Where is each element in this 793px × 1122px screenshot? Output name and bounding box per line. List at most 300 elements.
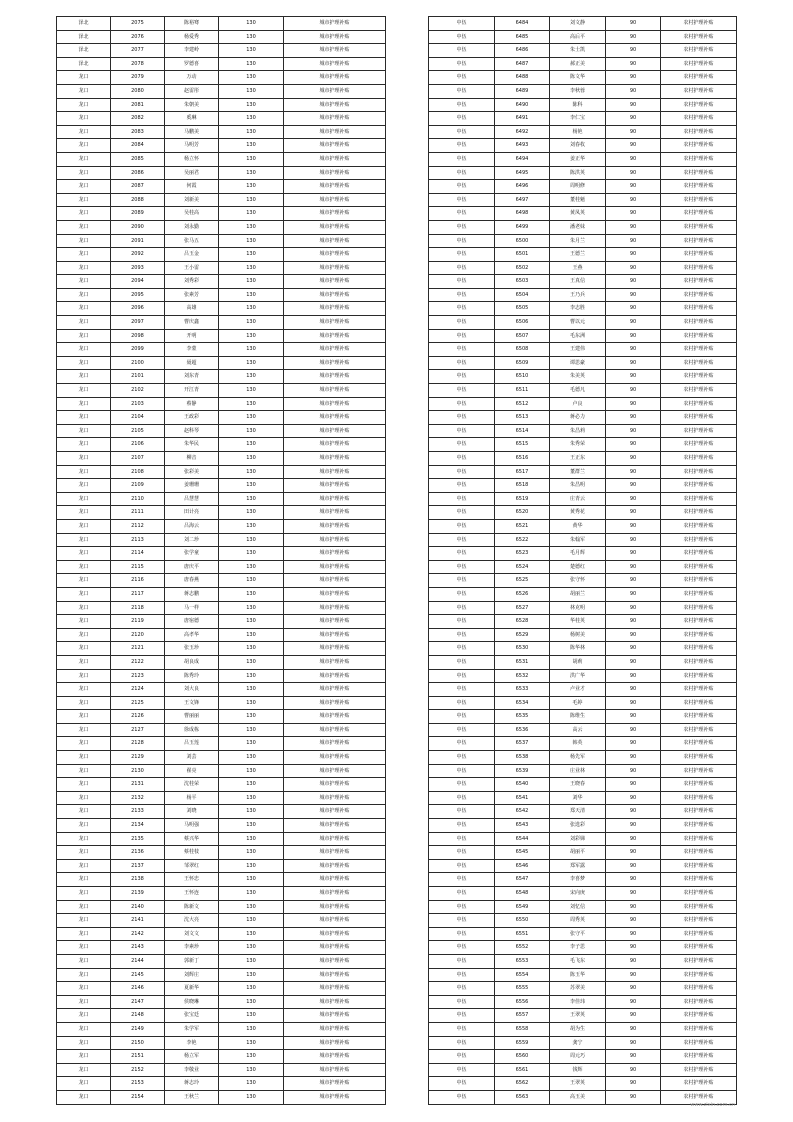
table-cell: 2110 bbox=[111, 492, 165, 506]
table-cell: 中伍 bbox=[429, 859, 495, 873]
table-cell: 90 bbox=[606, 683, 661, 697]
table-cell: 农村护理补贴 bbox=[661, 954, 737, 968]
table-cell: 农村护理补贴 bbox=[661, 465, 737, 479]
table-cell: 2090 bbox=[111, 220, 165, 234]
table-cell: 中伍 bbox=[429, 44, 495, 58]
table-cell: 90 bbox=[606, 1090, 661, 1104]
table-cell: 中伍 bbox=[429, 71, 495, 85]
table-cell: 龙口 bbox=[57, 873, 111, 887]
table-cell: 龙口 bbox=[57, 1063, 111, 1077]
table-cell: 130 bbox=[219, 152, 284, 166]
table-cell: 龙口 bbox=[57, 846, 111, 860]
table-cell: 姜珊珊 bbox=[165, 479, 219, 493]
table-cell: 杨爱秀 bbox=[165, 30, 219, 44]
table-cell: 李蒙 bbox=[165, 343, 219, 357]
table-cell: 城市护理补贴 bbox=[284, 900, 386, 914]
table-cell: 城市护理补贴 bbox=[284, 723, 386, 737]
table-row bbox=[429, 669, 737, 683]
table-cell: 2093 bbox=[111, 261, 165, 275]
table-cell: 城市护理补贴 bbox=[284, 1063, 386, 1077]
table-cell: 农村护理补贴 bbox=[661, 316, 737, 330]
table-cell: 农村护理补贴 bbox=[661, 995, 737, 1009]
table-cell: 城市护理补贴 bbox=[284, 873, 386, 887]
table-cell: 龙口 bbox=[57, 506, 111, 520]
table-cell: 王建伟 bbox=[550, 343, 606, 357]
table-cell: 庄青云 bbox=[550, 492, 606, 506]
table-cell: 2129 bbox=[111, 751, 165, 765]
table-cell: 中伍 bbox=[429, 832, 495, 846]
table-cell: 城市护理补贴 bbox=[284, 669, 386, 683]
table-cell: 城市护理补贴 bbox=[284, 343, 386, 357]
table-cell: 农村护理补贴 bbox=[661, 438, 737, 452]
table-cell: 韩英 bbox=[550, 737, 606, 751]
table-cell: 130 bbox=[219, 125, 284, 139]
table-cell: 城市护理补贴 bbox=[284, 193, 386, 207]
table-cell: 2084 bbox=[111, 139, 165, 153]
table-cell: 90 bbox=[606, 452, 661, 466]
table-cell: 农村护理补贴 bbox=[661, 370, 737, 384]
table-cell: 中伍 bbox=[429, 642, 495, 656]
table-cell: 城市护理补贴 bbox=[284, 574, 386, 588]
table-row bbox=[57, 30, 386, 44]
table-cell: 龙口 bbox=[57, 492, 111, 506]
table-cell: 90 bbox=[606, 98, 661, 112]
table-cell: 毛德凡 bbox=[550, 384, 606, 398]
table-cell: 龙口 bbox=[57, 234, 111, 248]
table-row bbox=[57, 1063, 386, 1077]
table-cell: 朱月兰 bbox=[550, 234, 606, 248]
table-cell: 中伍 bbox=[429, 1063, 495, 1077]
table-row bbox=[429, 1063, 737, 1077]
table-cell: 龙口 bbox=[57, 302, 111, 316]
table-cell: 中伍 bbox=[429, 234, 495, 248]
table-cell: 中伍 bbox=[429, 533, 495, 547]
table-cell: 90 bbox=[606, 696, 661, 710]
table-cell: 农村护理补贴 bbox=[661, 751, 737, 765]
table-cell: 130 bbox=[219, 914, 284, 928]
table-cell: 农村护理补贴 bbox=[661, 479, 737, 493]
table-row bbox=[429, 995, 737, 1009]
table-cell: 130 bbox=[219, 234, 284, 248]
table-cell: 2098 bbox=[111, 329, 165, 343]
table-cell: 开江青 bbox=[165, 384, 219, 398]
table-cell: 唐宿德 bbox=[165, 615, 219, 629]
table-row bbox=[429, 17, 737, 31]
table-cell: 2088 bbox=[111, 193, 165, 207]
table-cell: 6517 bbox=[495, 465, 550, 479]
table-cell: 6490 bbox=[495, 98, 550, 112]
table-cell: 王晓春 bbox=[550, 778, 606, 792]
table-cell: 中伍 bbox=[429, 438, 495, 452]
table-cell: 中伍 bbox=[429, 84, 495, 98]
table-cell: 城市护理补贴 bbox=[284, 411, 386, 425]
table-cell: 90 bbox=[606, 941, 661, 955]
table-cell: 130 bbox=[219, 574, 284, 588]
table-cell: 中伍 bbox=[429, 791, 495, 805]
table-cell: 中伍 bbox=[429, 982, 495, 996]
table-cell: 农村护理补贴 bbox=[661, 275, 737, 289]
table-cell: 130 bbox=[219, 859, 284, 873]
table-cell: 6538 bbox=[495, 751, 550, 765]
table-cell: 中伍 bbox=[429, 655, 495, 669]
table-cell: 农村护理补贴 bbox=[661, 560, 737, 574]
table-cell: 蒋志玲 bbox=[165, 1077, 219, 1091]
table-cell: 泽北 bbox=[57, 57, 111, 71]
table-cell: 龙口 bbox=[57, 112, 111, 126]
table-cell: 6519 bbox=[495, 492, 550, 506]
table-cell: 城市护理补贴 bbox=[284, 560, 386, 574]
table-cell: 胡良成 bbox=[165, 655, 219, 669]
table-cell: 胡丽兰 bbox=[550, 587, 606, 601]
table-cell: 农村护理补贴 bbox=[661, 927, 737, 941]
table-cell: 90 bbox=[606, 574, 661, 588]
table-cell: 城市护理补贴 bbox=[284, 642, 386, 656]
table-cell: 中伍 bbox=[429, 492, 495, 506]
table-cell: 130 bbox=[219, 601, 284, 615]
table-cell: 城市护理补贴 bbox=[284, 927, 386, 941]
table-cell: 马一样 bbox=[165, 601, 219, 615]
table-row bbox=[57, 424, 386, 438]
table-cell: 130 bbox=[219, 846, 284, 860]
table-cell: 翟亮 bbox=[165, 764, 219, 778]
table-row bbox=[57, 873, 386, 887]
table-cell: 李建岭 bbox=[165, 44, 219, 58]
table-row bbox=[429, 533, 737, 547]
table-cell: 农村护理补贴 bbox=[661, 424, 737, 438]
table-cell: 城市护理补贴 bbox=[284, 696, 386, 710]
table-row bbox=[429, 832, 737, 846]
table-cell: 刘东青 bbox=[165, 370, 219, 384]
table-cell: 朱昌莉 bbox=[550, 424, 606, 438]
table-cell: 农村护理补贴 bbox=[661, 655, 737, 669]
table-cell: 吕慧慧 bbox=[165, 492, 219, 506]
table-cell: 6498 bbox=[495, 207, 550, 221]
table-cell: 龙口 bbox=[57, 1050, 111, 1064]
table-cell: 6523 bbox=[495, 547, 550, 561]
table-cell: 90 bbox=[606, 125, 661, 139]
table-cell: 农村护理补贴 bbox=[661, 98, 737, 112]
table-cell: 龙口 bbox=[57, 166, 111, 180]
table-cell: 龙口 bbox=[57, 1090, 111, 1104]
table-cell: 龙口 bbox=[57, 751, 111, 765]
table-cell: 农村护理补贴 bbox=[661, 220, 737, 234]
table-cell: 130 bbox=[219, 1090, 284, 1104]
table-cell: 6497 bbox=[495, 193, 550, 207]
table-cell: 刘晓 bbox=[165, 805, 219, 819]
table-cell: 龙口 bbox=[57, 683, 111, 697]
table-cell: 6522 bbox=[495, 533, 550, 547]
table-cell: 中伍 bbox=[429, 370, 495, 384]
table-cell: 张马五 bbox=[165, 234, 219, 248]
table-cell: 宋向庚 bbox=[550, 887, 606, 901]
table-cell: 中伍 bbox=[429, 519, 495, 533]
table-cell: 90 bbox=[606, 139, 661, 153]
table-cell: 130 bbox=[219, 819, 284, 833]
table-cell: 6487 bbox=[495, 57, 550, 71]
table-cell: 蔡兴华 bbox=[165, 832, 219, 846]
table-cell: 龙口 bbox=[57, 927, 111, 941]
table-cell: 2120 bbox=[111, 628, 165, 642]
table-row bbox=[429, 751, 737, 765]
table-cell: 中伍 bbox=[429, 1077, 495, 1091]
table-cell: 楚德红 bbox=[550, 560, 606, 574]
table-row bbox=[429, 574, 737, 588]
table-cell: 中伍 bbox=[429, 1050, 495, 1064]
table-cell: 6521 bbox=[495, 519, 550, 533]
table-cell: 郝正美 bbox=[550, 57, 606, 71]
table-cell: 农村护理补贴 bbox=[661, 411, 737, 425]
table-row bbox=[429, 356, 737, 370]
table-cell: 陈华林 bbox=[550, 642, 606, 656]
table-cell: 农村护理补贴 bbox=[661, 669, 737, 683]
table-cell: 6548 bbox=[495, 887, 550, 901]
table-cell: 2138 bbox=[111, 873, 165, 887]
table-cell: 中伍 bbox=[429, 941, 495, 955]
table-cell: 龙口 bbox=[57, 465, 111, 479]
table-cell: 130 bbox=[219, 751, 284, 765]
table-cell: 中伍 bbox=[429, 316, 495, 330]
table-cell: 130 bbox=[219, 44, 284, 58]
table-cell: 2130 bbox=[111, 764, 165, 778]
table-row bbox=[57, 370, 386, 384]
table-cell: 90 bbox=[606, 30, 661, 44]
table-cell: 周元巧 bbox=[550, 1050, 606, 1064]
table-cell: 90 bbox=[606, 859, 661, 873]
table-row bbox=[57, 411, 386, 425]
table-cell: 吕玉莲 bbox=[165, 737, 219, 751]
table-cell: 农村护理补贴 bbox=[661, 57, 737, 71]
table-cell: 130 bbox=[219, 669, 284, 683]
table-cell: 龙口 bbox=[57, 356, 111, 370]
table-cell: 90 bbox=[606, 547, 661, 561]
table-cell: 农村护理补贴 bbox=[661, 180, 737, 194]
table-row bbox=[429, 778, 737, 792]
table-cell: 王正东 bbox=[550, 452, 606, 466]
table-cell: 中伍 bbox=[429, 547, 495, 561]
table-cell: 农村护理补贴 bbox=[661, 1090, 737, 1104]
table-cell: 2146 bbox=[111, 982, 165, 996]
table-cell: 130 bbox=[219, 506, 284, 520]
table-cell: 6508 bbox=[495, 343, 550, 357]
table-cell: 陈文华 bbox=[550, 71, 606, 85]
table-cell: 2144 bbox=[111, 954, 165, 968]
table-row bbox=[57, 1050, 386, 1064]
table-cell: 2108 bbox=[111, 465, 165, 479]
table-cell: 中伍 bbox=[429, 954, 495, 968]
table-row bbox=[429, 628, 737, 642]
table-cell: 城市护理补贴 bbox=[284, 710, 386, 724]
table-cell: 2095 bbox=[111, 288, 165, 302]
table-cell: 130 bbox=[219, 873, 284, 887]
table-row bbox=[57, 723, 386, 737]
table-cell: 奚琳 bbox=[165, 112, 219, 126]
table-cell: 城市护理补贴 bbox=[284, 982, 386, 996]
table-cell: 龙口 bbox=[57, 71, 111, 85]
table-cell: 朱美英 bbox=[550, 370, 606, 384]
table-cell: 龙口 bbox=[57, 343, 111, 357]
table-cell: 王燕 bbox=[550, 261, 606, 275]
table-cell: 中伍 bbox=[429, 710, 495, 724]
table-cell: 城市护理补贴 bbox=[284, 791, 386, 805]
watermark-text: www.zixin.com.cn bbox=[690, 1102, 735, 1108]
table-cell: 龙口 bbox=[57, 859, 111, 873]
table-cell: 2149 bbox=[111, 1022, 165, 1036]
table-cell: 李敬业 bbox=[165, 1063, 219, 1077]
table-cell: 中伍 bbox=[429, 152, 495, 166]
table-row bbox=[57, 710, 386, 724]
table-cell: 李佳玮 bbox=[550, 995, 606, 1009]
table-cell: 90 bbox=[606, 533, 661, 547]
table-cell: 2132 bbox=[111, 791, 165, 805]
table-cell: 龙口 bbox=[57, 791, 111, 805]
table-cell: 何霞 bbox=[165, 180, 219, 194]
table-cell: 农村护理补贴 bbox=[661, 248, 737, 262]
table-cell: 农村护理补贴 bbox=[661, 44, 737, 58]
table-cell: 城市护理补贴 bbox=[284, 384, 386, 398]
table-cell: 6501 bbox=[495, 248, 550, 262]
table-cell: 90 bbox=[606, 805, 661, 819]
table-cell: 中伍 bbox=[429, 615, 495, 629]
table-cell: 王真信 bbox=[550, 275, 606, 289]
table-cell: 龚宁 bbox=[550, 1036, 606, 1050]
table-cell: 6550 bbox=[495, 914, 550, 928]
table-cell: 城市护理补贴 bbox=[284, 954, 386, 968]
table-cell: 吕玉金 bbox=[165, 248, 219, 262]
table-row bbox=[429, 615, 737, 629]
table-cell: 中伍 bbox=[429, 968, 495, 982]
table-row bbox=[57, 805, 386, 819]
table-row bbox=[429, 560, 737, 574]
table-row bbox=[57, 846, 386, 860]
table-cell: 城市护理补贴 bbox=[284, 628, 386, 642]
table-cell: 6533 bbox=[495, 683, 550, 697]
table-cell: 农村护理补贴 bbox=[661, 193, 737, 207]
table-cell: 中伍 bbox=[429, 506, 495, 520]
table-row bbox=[57, 628, 386, 642]
table-cell: 农村护理补贴 bbox=[661, 601, 737, 615]
table-cell: 中伍 bbox=[429, 778, 495, 792]
table-cell: 130 bbox=[219, 791, 284, 805]
table-cell: 6514 bbox=[495, 424, 550, 438]
table-row bbox=[57, 995, 386, 1009]
table-cell: 130 bbox=[219, 995, 284, 1009]
table-cell: 中伍 bbox=[429, 669, 495, 683]
table-cell: 苏翠美 bbox=[550, 982, 606, 996]
table-cell: 90 bbox=[606, 1036, 661, 1050]
table-cell: 农村护理补贴 bbox=[661, 859, 737, 873]
table-cell: 龙口 bbox=[57, 139, 111, 153]
table-row bbox=[429, 438, 737, 452]
table-cell: 邹翠红 bbox=[165, 859, 219, 873]
table-cell: 农村护理补贴 bbox=[661, 1077, 737, 1091]
table-cell: 中伍 bbox=[429, 17, 495, 31]
table-cell: 130 bbox=[219, 968, 284, 982]
table-cell: 130 bbox=[219, 248, 284, 262]
table-row bbox=[57, 547, 386, 561]
table-cell: 2140 bbox=[111, 900, 165, 914]
table-cell: 张玉珍 bbox=[165, 642, 219, 656]
table-cell: 2145 bbox=[111, 968, 165, 982]
table-cell: 中伍 bbox=[429, 302, 495, 316]
table-cell: 中伍 bbox=[429, 452, 495, 466]
table-cell: 龙口 bbox=[57, 914, 111, 928]
table-cell: 农村护理补贴 bbox=[661, 356, 737, 370]
table-row bbox=[57, 533, 386, 547]
table-cell: 城市护理补贴 bbox=[284, 778, 386, 792]
table-cell: 2122 bbox=[111, 655, 165, 669]
table-cell: 90 bbox=[606, 927, 661, 941]
table-cell: 6544 bbox=[495, 832, 550, 846]
table-cell: 农村护理补贴 bbox=[661, 207, 737, 221]
table-cell: 朱朝美 bbox=[165, 98, 219, 112]
table-cell: 城市护理补贴 bbox=[284, 30, 386, 44]
table-cell: 2089 bbox=[111, 207, 165, 221]
table-cell: 130 bbox=[219, 465, 284, 479]
table-cell: 柳音 bbox=[165, 452, 219, 466]
table-cell: 中伍 bbox=[429, 424, 495, 438]
table-row bbox=[429, 954, 737, 968]
table-row bbox=[429, 288, 737, 302]
table-row bbox=[57, 1022, 386, 1036]
table-cell: 90 bbox=[606, 234, 661, 248]
table-cell: 城市护理补贴 bbox=[284, 139, 386, 153]
table-cell: 城市护理补贴 bbox=[284, 519, 386, 533]
table-cell: 农村护理补贴 bbox=[661, 329, 737, 343]
table-cell: 130 bbox=[219, 1022, 284, 1036]
left-table-body bbox=[57, 17, 386, 1105]
table-cell: 6537 bbox=[495, 737, 550, 751]
table-cell: 130 bbox=[219, 1036, 284, 1050]
table-cell: 6562 bbox=[495, 1077, 550, 1091]
table-cell: 2141 bbox=[111, 914, 165, 928]
table-cell: 龙口 bbox=[57, 954, 111, 968]
table-cell: 龙口 bbox=[57, 84, 111, 98]
table-cell: 夏新华 bbox=[165, 982, 219, 996]
table-row bbox=[429, 180, 737, 194]
table-cell: 6539 bbox=[495, 764, 550, 778]
table-cell: 2099 bbox=[111, 343, 165, 357]
table-cell: 中伍 bbox=[429, 125, 495, 139]
table-cell: 城市护理补贴 bbox=[284, 655, 386, 669]
table-cell: 董群兰 bbox=[550, 465, 606, 479]
table-cell: 高云 bbox=[550, 723, 606, 737]
table-cell: 龙口 bbox=[57, 982, 111, 996]
table-cell: 农村护理补贴 bbox=[661, 642, 737, 656]
table-cell: 2114 bbox=[111, 547, 165, 561]
table-cell: 130 bbox=[219, 778, 284, 792]
table-row bbox=[57, 683, 386, 697]
table-cell: 130 bbox=[219, 98, 284, 112]
table-row bbox=[57, 791, 386, 805]
table-cell: 城市护理补贴 bbox=[284, 98, 386, 112]
table-cell: 中伍 bbox=[429, 479, 495, 493]
table-cell: 蒋必力 bbox=[550, 411, 606, 425]
table-cell: 90 bbox=[606, 112, 661, 126]
table-cell: 130 bbox=[219, 683, 284, 697]
table-cell: 张素芳 bbox=[165, 288, 219, 302]
table-cell: 赵雷彤 bbox=[165, 84, 219, 98]
table-row bbox=[429, 112, 737, 126]
table-cell: 龙口 bbox=[57, 601, 111, 615]
table-cell: 龙口 bbox=[57, 316, 111, 330]
table-cell: 城市护理补贴 bbox=[284, 397, 386, 411]
table-cell: 高孝华 bbox=[165, 628, 219, 642]
table-row bbox=[57, 112, 386, 126]
table-cell: 黄秀花 bbox=[550, 506, 606, 520]
table-cell: 中伍 bbox=[429, 574, 495, 588]
table-row bbox=[57, 98, 386, 112]
table-cell: 90 bbox=[606, 329, 661, 343]
